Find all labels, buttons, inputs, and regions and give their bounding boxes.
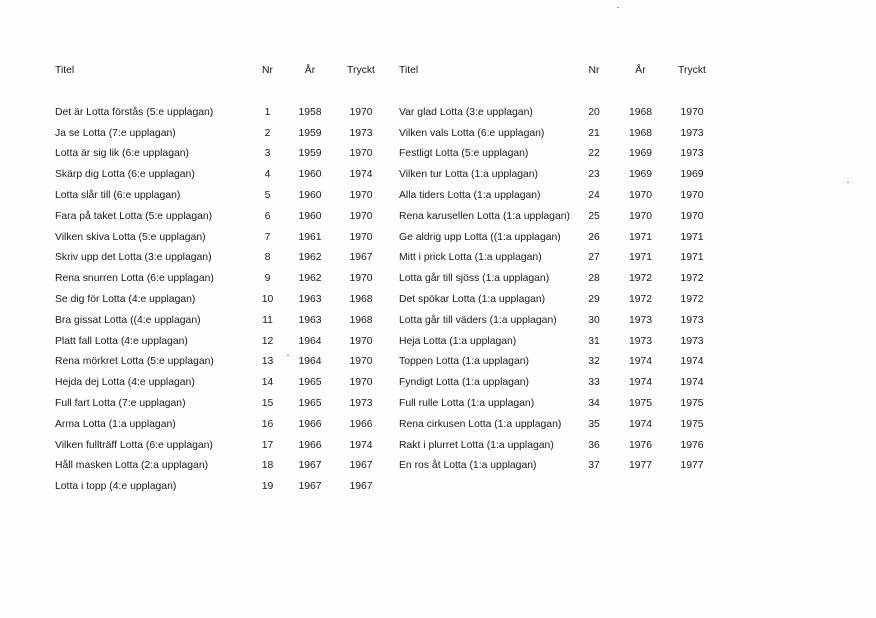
table-row — [55, 373, 387, 394]
cell-title: Alla tiders Lotta (1:a upplagan) — [399, 189, 541, 201]
cell-nr: 6 — [264, 210, 271, 222]
header-title: Titel — [399, 65, 419, 76]
cell-printed: 1976 — [680, 439, 704, 451]
cell-year: 1974 — [628, 356, 653, 368]
cell-year: 1959 — [298, 148, 322, 160]
cell-printed: 1967 — [349, 460, 373, 472]
cell-printed: 1970 — [349, 106, 373, 118]
cell-year: 1976 — [628, 439, 653, 451]
cell-printed: 1970 — [680, 106, 704, 118]
cell-printed: 1972 — [680, 293, 704, 305]
cell-year: 1960 — [298, 189, 322, 201]
table-row — [399, 456, 717, 477]
right-book-table — [399, 61, 717, 477]
cell-title: Skriv upp det Lotta (3:e upplagan) — [55, 252, 212, 264]
cell-printed: 1970 — [349, 273, 373, 285]
table-row — [399, 290, 717, 311]
cell-printed: 1970 — [680, 189, 704, 201]
cell-printed: 1970 — [680, 210, 704, 222]
cell-year: 1964 — [298, 356, 322, 368]
cell-printed: 1969 — [680, 169, 704, 181]
cell-title: Rakt i plurret Lotta (1:a upplagan) — [399, 439, 554, 451]
cell-year: 1963 — [298, 293, 322, 305]
table-row — [399, 124, 717, 145]
cell-title: Håll masken Lotta (2:a upplagan) — [55, 460, 209, 472]
cell-nr: 28 — [588, 273, 600, 285]
cell-year: 1964 — [298, 335, 322, 347]
cell-nr: 17 — [261, 439, 274, 451]
table-row — [399, 165, 717, 186]
cell-year: 1966 — [298, 439, 322, 451]
cell-title: En ros åt Lotta (1:a upplagan) — [399, 460, 537, 472]
cell-title: Hejda dej Lotta (4:e upplagan) — [55, 377, 195, 389]
cell-year: 1961 — [298, 231, 322, 243]
cell-title: Det är Lotta förstås (5:e upplagan) — [55, 106, 214, 118]
cell-title: Rena cirkusen Lotta (1:a upplagan) — [399, 418, 562, 430]
cell-printed: 1971 — [680, 252, 704, 264]
cell-nr: 11 — [262, 314, 273, 326]
cell-printed: 1970 — [349, 356, 373, 368]
cell-title: Det spökar Lotta (1:a upplagan) — [399, 293, 546, 305]
cell-printed: 1974 — [680, 377, 704, 389]
header-nr: Nr — [262, 65, 273, 76]
cell-nr: 1 — [264, 106, 271, 118]
cell-printed: 1973 — [680, 148, 704, 160]
cell-year: 1973 — [628, 335, 653, 347]
table-row — [55, 144, 387, 165]
scan-speck — [287, 355, 289, 356]
left-table-header — [55, 61, 387, 82]
cell-year: 1977 — [628, 460, 653, 472]
scan-speck — [847, 182, 849, 183]
cell-nr: 37 — [588, 460, 600, 472]
cell-title: Lotta går till väders (1:a upplagan) — [399, 314, 557, 326]
cell-nr: 18 — [261, 460, 274, 472]
cell-printed: 1973 — [349, 127, 373, 139]
cell-nr: 26 — [588, 231, 600, 243]
cell-printed: 1970 — [349, 148, 373, 160]
table-row — [55, 165, 387, 186]
cell-year: 1965 — [298, 397, 322, 409]
table-row — [399, 186, 717, 207]
header-title: Titel — [55, 65, 75, 76]
cell-title: Heja Lotta (1:a upplagan) — [399, 335, 517, 347]
cell-nr: 35 — [588, 418, 600, 430]
table-row — [55, 124, 387, 145]
table-row — [399, 373, 717, 394]
cell-printed: 1977 — [680, 460, 704, 472]
cell-year: 1974 — [628, 418, 653, 430]
table-row — [55, 103, 387, 124]
cell-year: 1965 — [298, 377, 322, 389]
cell-year: 1972 — [628, 293, 653, 305]
cell-nr: 4 — [264, 169, 271, 181]
cell-nr: 10 — [261, 293, 274, 305]
cell-title: Rena snurren Lotta (6:e upplagan) — [55, 273, 214, 285]
cell-title: Festligt Lotta (5:e upplagan) — [399, 148, 529, 160]
header-printed: Tryckt — [347, 65, 375, 76]
cell-nr: 32 — [588, 356, 600, 368]
table-row — [55, 477, 387, 498]
cell-nr: 2 — [264, 127, 271, 139]
cell-title: Vilken skiva Lotta (5:e upplagan) — [55, 231, 206, 243]
cell-printed: 1970 — [349, 377, 373, 389]
cell-printed: 1968 — [349, 314, 373, 326]
table-row — [55, 207, 387, 228]
table-row — [399, 332, 717, 353]
cell-nr: 16 — [261, 418, 274, 430]
table-row — [55, 352, 387, 373]
table-row — [399, 207, 717, 228]
cell-title: Lotta i topp (4:e upplagan) — [55, 481, 177, 493]
cell-title: Vilken tur Lotta (1:a upplagan) — [399, 169, 539, 181]
right-table-header — [399, 61, 717, 82]
cell-nr: 36 — [588, 439, 600, 451]
cell-title: Rena karusellen Lotta (1:a upplagan) — [399, 210, 570, 222]
cell-printed: 1974 — [349, 439, 373, 451]
cell-title: Se dig för Lotta (4:e upplagan) — [55, 293, 196, 305]
cell-printed: 1973 — [680, 314, 704, 326]
cell-nr: 30 — [588, 314, 600, 326]
cell-title: Platt fall Lotta (4:e upplagan) — [55, 335, 188, 347]
table-row — [399, 394, 717, 415]
cell-title: Bra gissat Lotta ((4:e upplagan) — [55, 314, 201, 326]
cell-title: Skärp dig Lotta (6:e upplagan) — [55, 169, 195, 181]
cell-title: Lotta är sig lik (6:e upplagan) — [55, 148, 190, 160]
cell-year: 1969 — [628, 148, 653, 160]
cell-nr: 34 — [588, 397, 600, 409]
cell-nr: 24 — [588, 189, 600, 201]
cell-nr: 19 — [261, 481, 274, 493]
cell-nr: 29 — [588, 293, 600, 305]
table-row — [55, 311, 387, 332]
cell-title: Vilken vals Lotta (6:e upplagan) — [399, 127, 545, 139]
cell-year: 1966 — [298, 418, 322, 430]
cell-printed: 1973 — [680, 335, 704, 347]
cell-printed: 1967 — [349, 252, 373, 264]
cell-year: 1972 — [628, 273, 653, 285]
cell-year: 1958 — [298, 106, 322, 118]
cell-printed: 1972 — [680, 273, 704, 285]
cell-nr: 9 — [264, 273, 271, 285]
cell-title: Var glad Lotta (3:e upplagan) — [399, 106, 533, 118]
cell-printed: 1975 — [680, 418, 704, 430]
cell-year: 1970 — [628, 189, 653, 201]
table-row — [399, 144, 717, 165]
table-row — [55, 394, 387, 415]
header-year: År — [304, 65, 316, 76]
cell-nr: 21 — [588, 127, 600, 139]
cell-nr: 25 — [588, 210, 600, 222]
table-row — [55, 228, 387, 249]
cell-year: 1971 — [628, 231, 653, 243]
cell-title: Vilken fullträff Lotta (6:e upplagan) — [55, 439, 213, 451]
cell-nr: 12 — [261, 335, 274, 347]
table-row — [399, 436, 717, 457]
cell-title: Arma Lotta (1:a upplagan) — [55, 418, 176, 430]
cell-year: 1967 — [298, 460, 322, 472]
table-row — [55, 290, 387, 311]
cell-year: 1975 — [628, 397, 653, 409]
cell-year: 1968 — [628, 106, 653, 118]
cell-title: Full rulle Lotta (1:a upplagan) — [399, 397, 535, 409]
cell-year: 1973 — [628, 314, 653, 326]
table-row — [399, 352, 717, 373]
table-row — [399, 228, 717, 249]
right-table-body — [399, 103, 717, 477]
cell-year: 1969 — [628, 169, 653, 181]
cell-title: Rena mörkret Lotta (5:e upplagan) — [55, 356, 214, 368]
cell-year: 1970 — [628, 210, 653, 222]
left-book-table — [55, 61, 387, 498]
cell-year: 1971 — [628, 252, 653, 264]
scan-speck — [617, 7, 619, 8]
cell-year: 1963 — [298, 314, 322, 326]
cell-year: 1962 — [298, 273, 322, 285]
cell-year: 1959 — [298, 127, 322, 139]
table-row — [55, 248, 387, 269]
cell-nr: 22 — [588, 148, 600, 160]
cell-printed: 1974 — [680, 356, 704, 368]
table-row — [399, 311, 717, 332]
left-table-body — [55, 103, 387, 498]
cell-printed: 1970 — [349, 189, 373, 201]
cell-year: 1962 — [298, 252, 322, 264]
cell-year: 1960 — [298, 169, 322, 181]
table-row — [55, 415, 387, 436]
cell-nr: 3 — [264, 148, 271, 160]
cell-printed: 1973 — [680, 127, 704, 139]
cell-printed: 1971 — [680, 231, 704, 243]
cell-nr: 5 — [264, 189, 271, 201]
cell-nr: 8 — [264, 252, 271, 264]
cell-nr: 33 — [588, 377, 600, 389]
cell-printed: 1974 — [349, 169, 373, 181]
cell-nr: 14 — [261, 377, 274, 389]
cell-printed: 1975 — [680, 397, 704, 409]
cell-title: Fyndigt Lotta (1:a upplagan) — [399, 377, 529, 389]
cell-year: 1960 — [298, 210, 322, 222]
cell-title: Mitt i prick Lotta (1:a upplagan) — [399, 252, 542, 264]
cell-year: 1974 — [628, 377, 653, 389]
cell-nr: 31 — [588, 335, 600, 347]
cell-printed: 1968 — [349, 293, 373, 305]
cell-year: 1967 — [298, 481, 322, 493]
cell-title: Toppen Lotta (1:a upplagan) — [399, 356, 529, 368]
header-nr: Nr — [588, 65, 600, 76]
table-row — [55, 186, 387, 207]
table-row — [55, 436, 387, 457]
cell-printed: 1973 — [349, 397, 373, 409]
header-printed: Tryckt — [678, 65, 706, 76]
cell-title: Lotta går till sjöss (1:a upplagan) — [399, 273, 550, 285]
table-row — [55, 332, 387, 353]
table-row — [399, 103, 717, 124]
cell-nr: 20 — [588, 106, 600, 118]
cell-year: 1968 — [628, 127, 653, 139]
cell-title: Full fart Lotta (7:e upplagan) — [55, 397, 186, 409]
cell-nr: 15 — [261, 397, 274, 409]
header-year: År — [635, 65, 646, 76]
cell-printed: 1970 — [349, 210, 373, 222]
cell-title: Ge aldrig upp Lotta ((1:a upplagan) — [399, 231, 561, 243]
cell-printed: 1970 — [349, 335, 373, 347]
cell-printed: 1967 — [349, 481, 373, 493]
cell-title: Lotta slår till (6:e upplagan) — [55, 189, 181, 201]
cell-nr: 7 — [264, 231, 271, 243]
cell-printed: 1970 — [349, 231, 373, 243]
table-row — [55, 269, 387, 290]
cell-title: Fara på taket Lotta (5:e upplagan) — [55, 210, 213, 222]
table-row — [399, 248, 717, 269]
cell-title: Ja se Lotta (7:e upplagan) — [55, 127, 176, 139]
cell-nr: 27 — [588, 252, 600, 264]
table-row — [55, 456, 387, 477]
cell-printed: 1966 — [349, 418, 373, 430]
table-row — [399, 415, 717, 436]
table-row — [399, 269, 717, 290]
cell-nr: 23 — [588, 169, 600, 181]
cell-nr: 13 — [261, 356, 274, 368]
